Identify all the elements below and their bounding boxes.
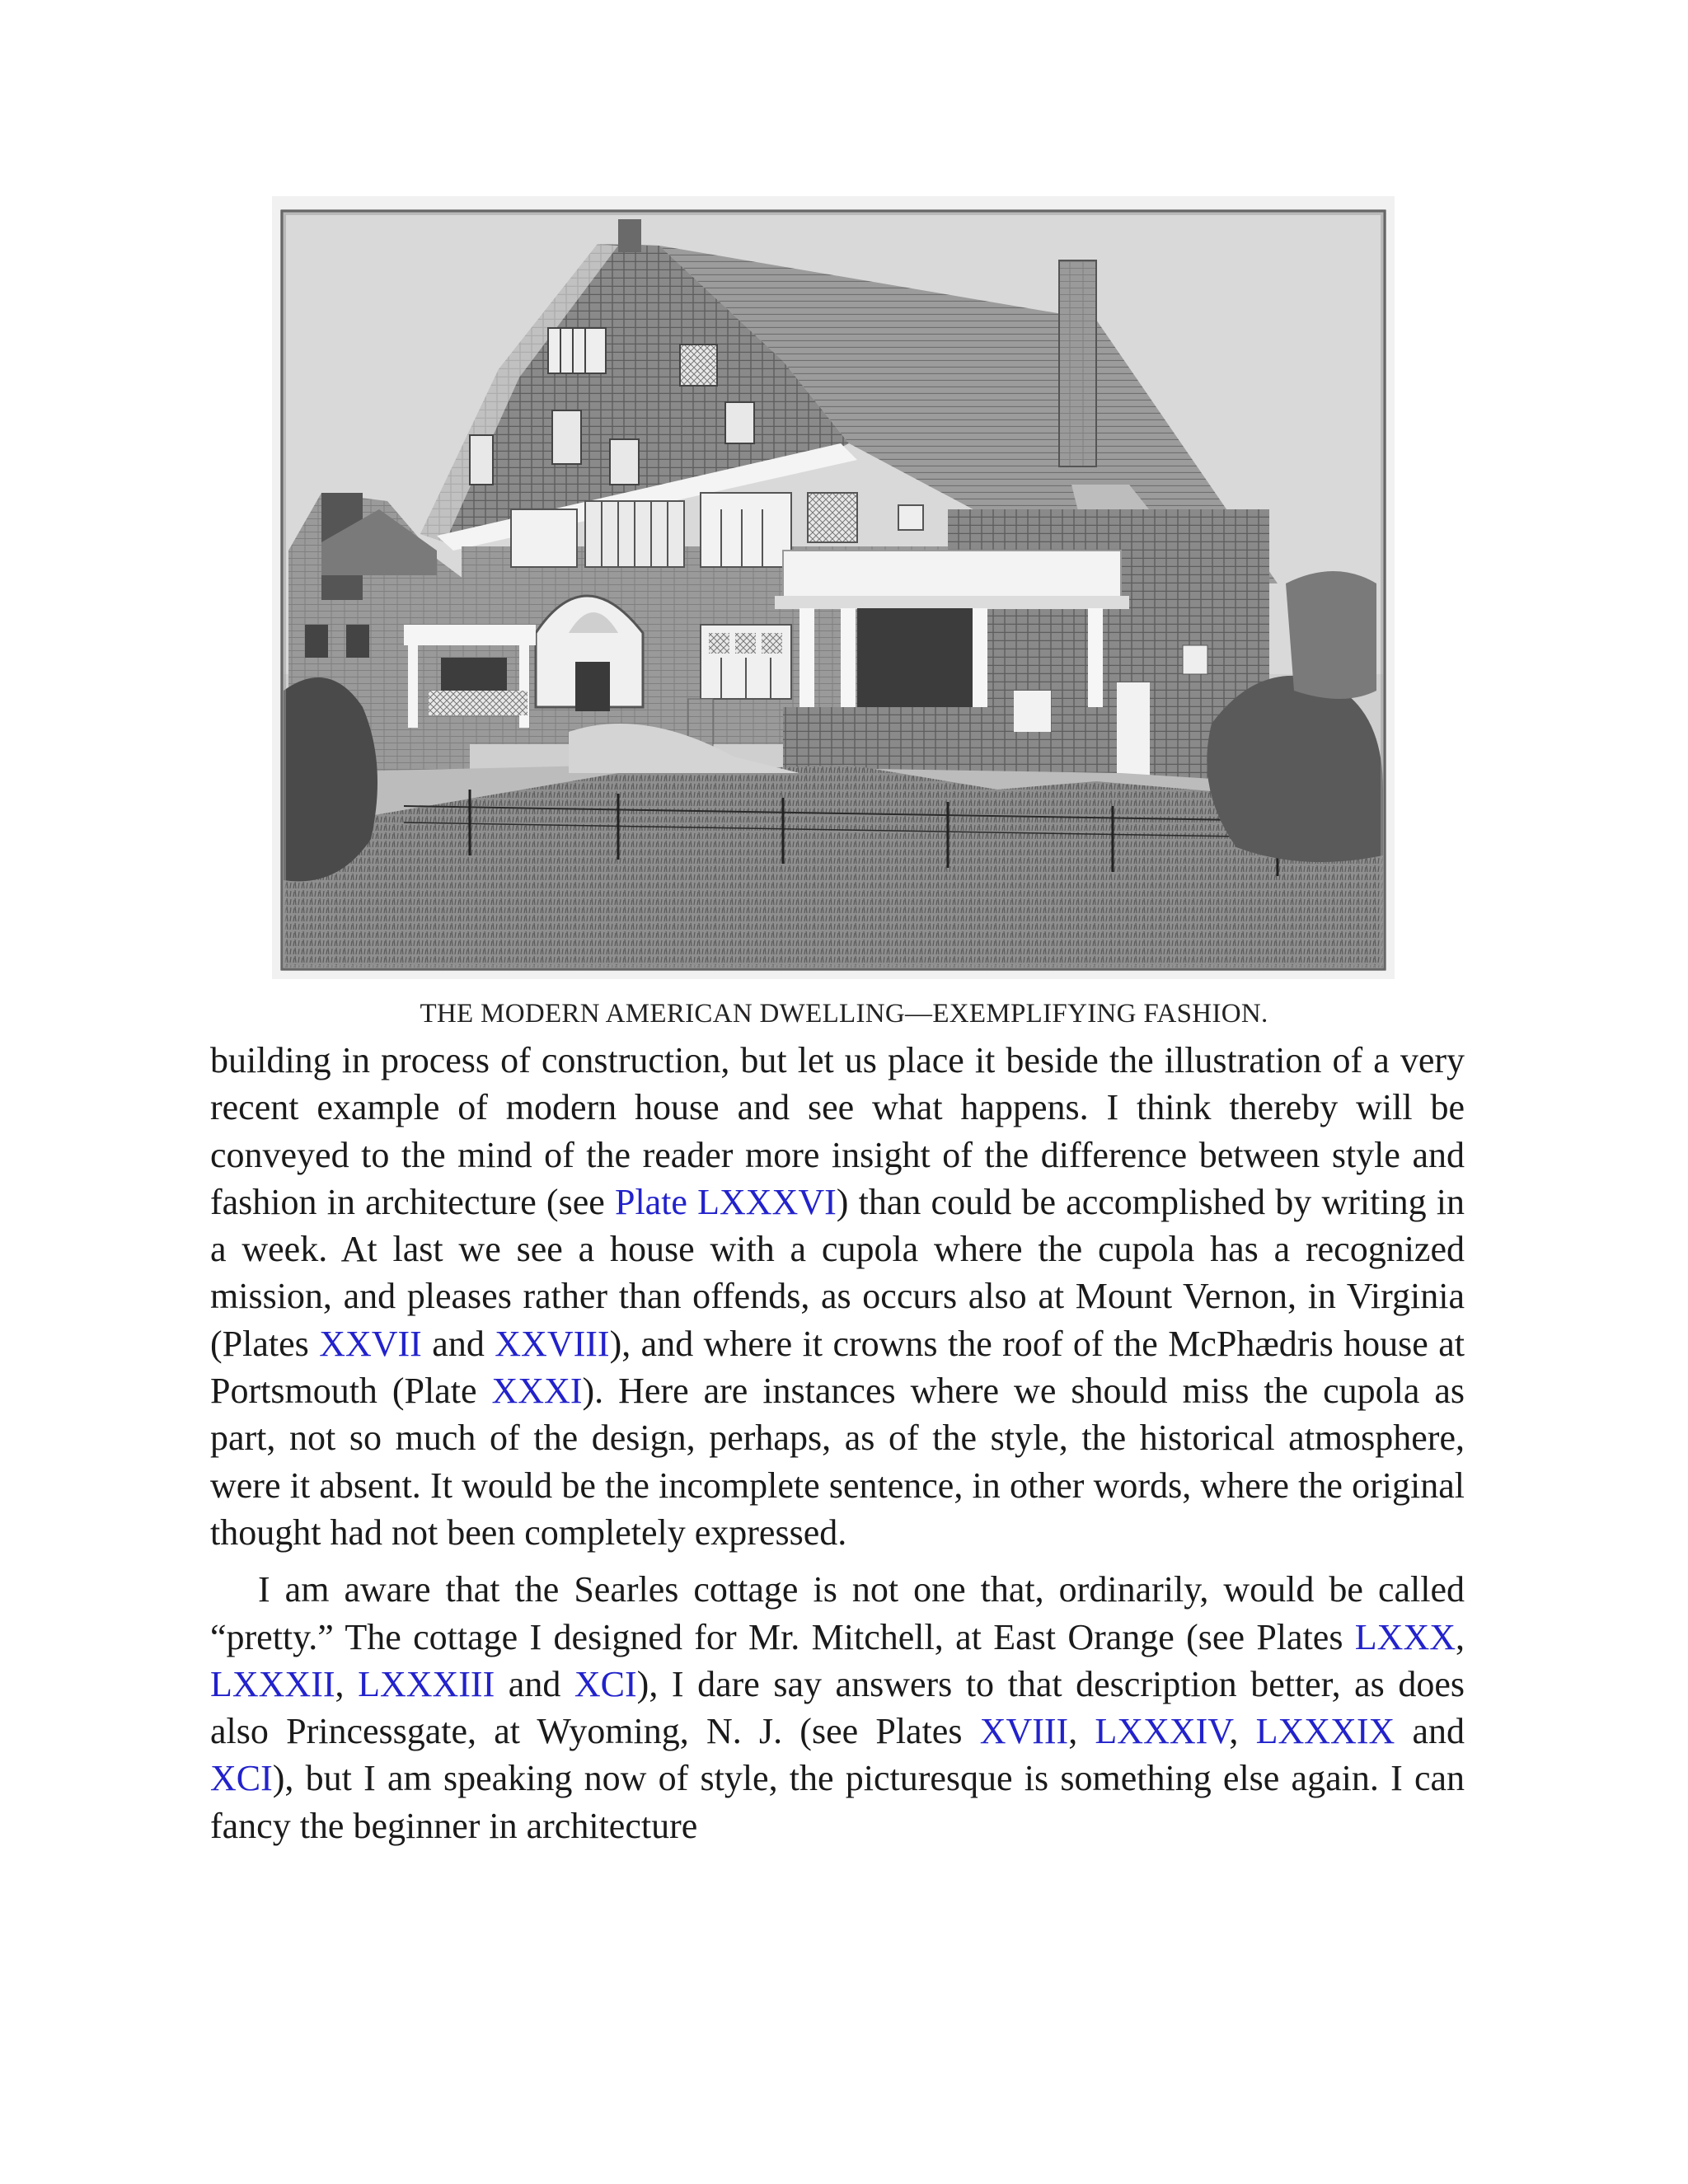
figure-caption: THE MODERN AMERICAN DWELLING—EXEMPLIFYING FASHION. xyxy=(420,999,1268,1029)
plate-reference-link[interactable]: LXXXIII xyxy=(358,1663,495,1704)
paragraph-text: ). Here are instances where we should miss the cupola as part, not so much of the design, perhaps, as of the style, the historical atmosphere, were it absent. It would be the incomplete sentence, in other words, where the original thought had not been completely expressed. xyxy=(210,1371,1465,1553)
plate-reference-link[interactable]: LXXX xyxy=(1354,1616,1456,1657)
house-photograph-plate xyxy=(272,196,1395,979)
plate-reference-link[interactable]: LXXXII xyxy=(210,1663,335,1704)
paragraph-text: , xyxy=(335,1663,359,1704)
paragraph-text: ), I dare say answers to that description better, as does also Princessgate, at Wyoming, N. J. (see Plates xyxy=(210,1663,1465,1752)
paragraph-text: ) than could be accomplished by writing in a week. At last we see a house with a cupola where the cupola has a recognized mission, and pleases rather than offends, as occurs also at Mount Vernon, in Virginia (Plates xyxy=(210,1181,1465,1364)
paragraph-text: ), but I am speaking now of style, the picturesque is something else again. I can fancy the beginner in architecture xyxy=(210,1758,1465,1846)
house-photograph xyxy=(272,196,1395,979)
body-text xyxy=(210,1037,1465,1849)
plate-reference-link[interactable]: XXVII xyxy=(319,1323,422,1364)
paragraph-text: , xyxy=(1229,1711,1256,1752)
plate-reference-link[interactable]: LXXXIV xyxy=(1095,1711,1230,1752)
plate-reference-link[interactable]: XXXI xyxy=(491,1371,583,1412)
paragraph-text: building in process of construction, but let us place it beside the illustration of a very recent example of modern house and see what happens. I think thereby will be conveyed to the mind of the reader more insight of the difference between style and fashion in architecture (see xyxy=(210,1040,1465,1222)
paragraph xyxy=(210,1566,1465,1849)
paragraph-text: , xyxy=(1068,1711,1095,1752)
plate-reference-link[interactable]: Plate LXXXVI xyxy=(614,1181,837,1222)
paragraph-text: and xyxy=(495,1663,574,1704)
paragraph-text: and xyxy=(1395,1711,1465,1752)
plate-reference-link[interactable]: XVIII xyxy=(979,1711,1069,1752)
paragraph-text: and xyxy=(421,1323,495,1364)
paragraph xyxy=(210,1037,1465,1556)
plate-reference-link[interactable]: XXVIII xyxy=(495,1323,610,1364)
paragraph-text: ), and where it crowns the roof of the McPhædris house at Portsmouth (Plate xyxy=(210,1323,1465,1412)
paragraph-text: , xyxy=(1456,1616,1465,1657)
plate-reference-link[interactable]: LXXXIX xyxy=(1255,1711,1395,1752)
plate-reference-link[interactable]: XCI xyxy=(574,1663,637,1704)
plate-reference-link[interactable]: XCI xyxy=(210,1758,273,1799)
paragraph-text: I am aware that the Searles cottage is not one that, ordinarily, would be called “pretty.” The cottage I designed for Mr. Mitchell, at East Orange (see Plates xyxy=(210,1569,1465,1657)
